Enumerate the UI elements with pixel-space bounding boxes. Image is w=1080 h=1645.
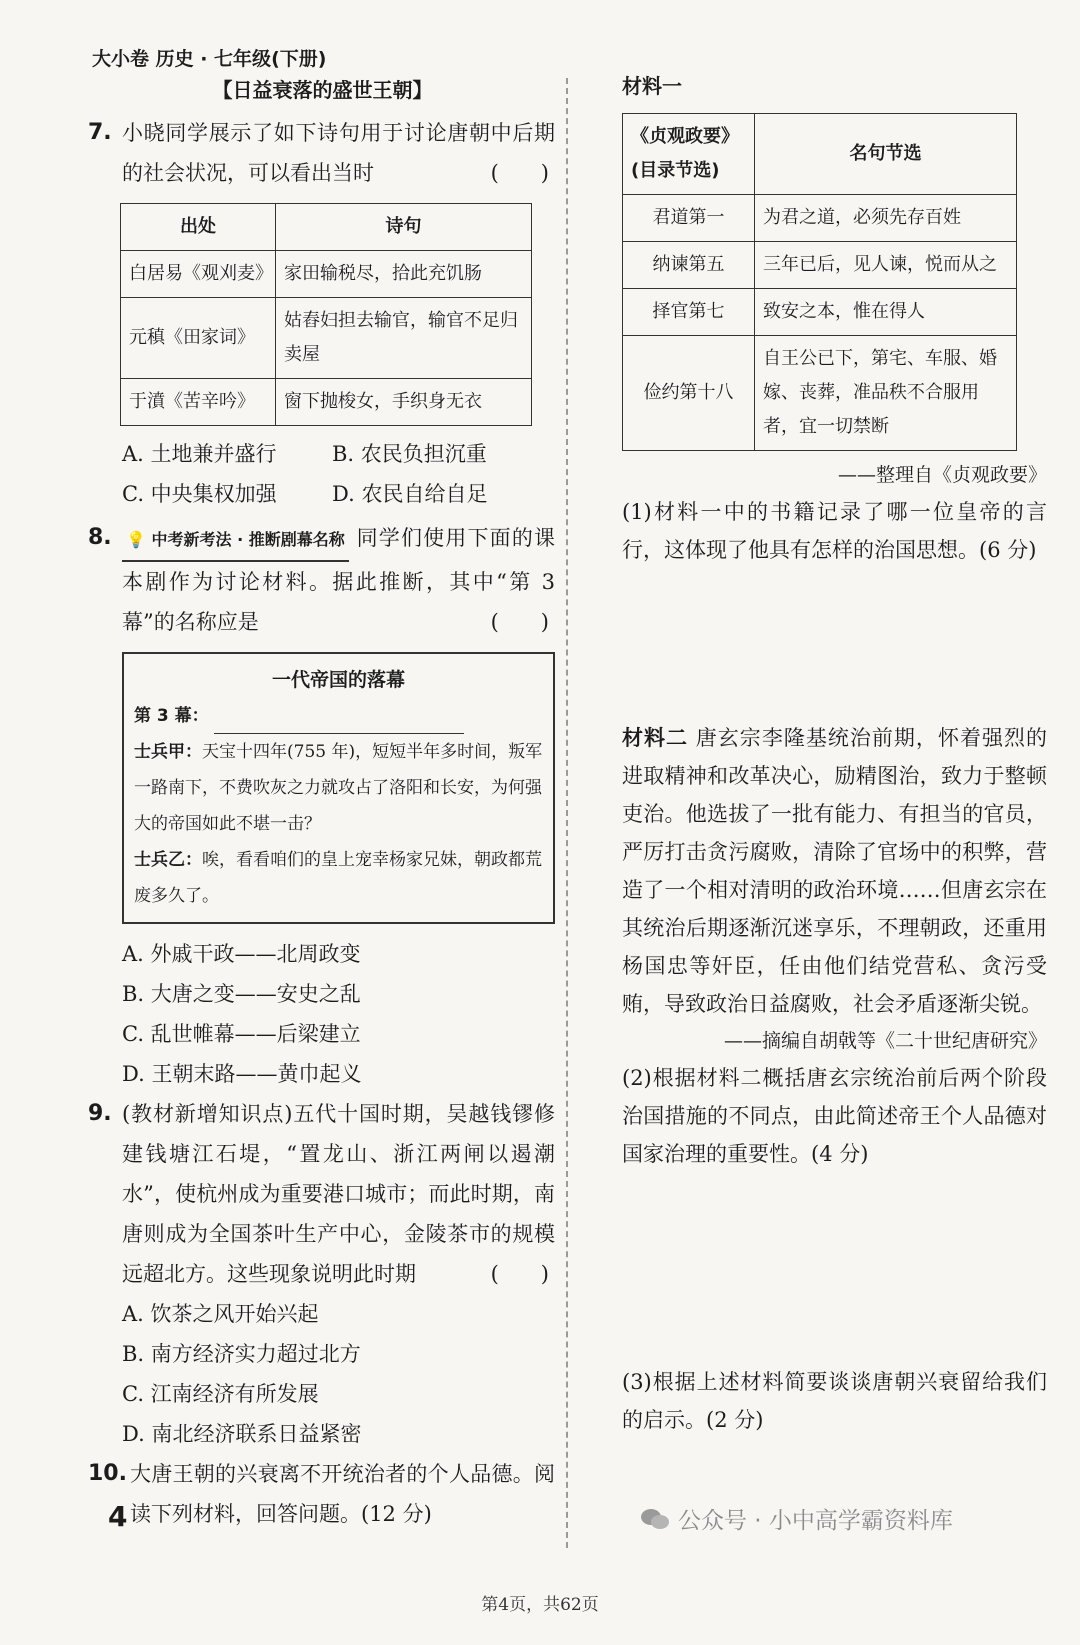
- poem-table: [120, 203, 532, 426]
- table-cell: 窗下抛梭女，手织身无衣: [276, 379, 532, 426]
- option-b[interactable]: B. 南方经济实力超过北方: [122, 1342, 361, 1366]
- option-c[interactable]: C. 江南经济有所发展: [122, 1382, 319, 1406]
- zhenguan-table: [622, 113, 1017, 451]
- section-title: 【日益衰落的盛世王朝】: [212, 78, 433, 102]
- material-2-label: 材料二: [622, 726, 689, 750]
- soldier-b-line: 唉，看看咱们的皇上宠幸杨家兄妹，朝政都荒废多久了。: [134, 850, 542, 906]
- lightbulb-icon: 💡: [126, 530, 146, 549]
- sub-question-2: (2)根据材料二概括唐玄宗统治前后两个阶段治国措施的不同点，由此简述帝王个人品德对国家治理的重要性。(4 分): [622, 1066, 1047, 1166]
- table-cell: 白居易《观刈麦》: [121, 251, 276, 298]
- table-header: 出处: [121, 204, 276, 251]
- table-cell: 姑舂妇担去输官，输官不足归卖屋: [276, 298, 532, 379]
- option-a[interactable]: A. 外戚干政——北周政变: [122, 942, 361, 966]
- material-2-text: 唐玄宗李隆基统治前期，怀着强烈的进取精神和改革决心，励精图治，致力于整顿吏治。他选拔了一批有能力、有担当的官员，严厉打击贪污腐败，清除了官场中的积弊，营造了一个相对清明的政治环境……但唐玄宗在其统治后期逐渐沉迷享乐，不理朝政，还重用杨国忠等奸臣，任由他们结党营私、贪污受贿，导致政治日益腐败，社会矛盾逐渐尖锐。: [622, 726, 1048, 1016]
- answer-parens: ( ): [490, 610, 549, 634]
- box-title: 一代帝国的落幕: [271, 669, 405, 691]
- question-number: 7.: [88, 120, 112, 145]
- right-column: [622, 70, 1047, 1439]
- page-footer: 第4页，共62页: [481, 1595, 599, 1615]
- table-row: [623, 195, 1017, 242]
- table-cell: 自王公已下，第宅、车服、婚嫁、丧葬，准品秩不合服用者，宜一切禁断: [755, 336, 1017, 451]
- table-row: [623, 242, 1017, 289]
- option-c[interactable]: C. 乱世帷幕——后梁建立: [122, 1022, 361, 1046]
- option-d[interactable]: D. 农民自给自足: [332, 482, 488, 506]
- option-d[interactable]: D. 南北经济联系日益紧密: [122, 1422, 362, 1446]
- soldier-a-line: 天宝十四年(755 年)，短短半年多时间，叛军一路南下，不费吹灰之力就攻占了洛阳和长安，为何强大的帝国如此不堪一击？: [134, 742, 543, 834]
- question-text: 五代十国时期，吴越钱镠修建钱塘江石堤，“置龙山、浙江两闸以遏潮水”，使杭州成为重要港口城市；而此时期，南唐则成为全国茶叶生产中心，金陵茶市的规模远超北方。这些现象说明此时期: [122, 1102, 556, 1286]
- option-a[interactable]: A. 土地兼并盛行: [122, 442, 277, 466]
- options: [90, 934, 555, 1094]
- question-text: 小晓同学展示了如下诗句用于讨论唐朝中后期的社会状况，可以看出当时: [122, 121, 555, 185]
- watermark: 公众号 · 小中高学霸资料库: [640, 1502, 953, 1535]
- table-cell: 俭约第十八: [623, 336, 755, 451]
- option-b[interactable]: B. 农民负担沉重: [332, 442, 487, 466]
- question-9: [90, 1094, 555, 1294]
- page-number: 4: [108, 1500, 128, 1533]
- table-cell: 家田输税尽，拾此充饥肠: [276, 251, 532, 298]
- left-column: [90, 74, 555, 1534]
- question-8: [90, 518, 555, 642]
- answer-parens: ( ): [490, 1262, 549, 1286]
- material-2-source: ——摘编自胡戟等《二十世纪唐研究》: [723, 1030, 1047, 1052]
- question-number: 8.: [88, 525, 112, 550]
- act-blank: [214, 712, 464, 734]
- table-header: 诗句: [276, 204, 532, 251]
- table-cell: 纳谏第五: [623, 242, 755, 289]
- wechat-icon: [640, 1507, 670, 1531]
- options: [90, 434, 555, 514]
- option-c[interactable]: C. 中央集权加强: [122, 482, 277, 506]
- table-cell: 致安之本，惟在得人: [755, 289, 1017, 336]
- play-script-box: [122, 652, 555, 924]
- table-cell: 三年已后，见人谏，悦而从之: [755, 242, 1017, 289]
- question-number: 10.: [88, 1461, 127, 1486]
- soldier-b-label: 士兵乙：: [134, 850, 202, 870]
- table-cell: 君道第一: [623, 195, 755, 242]
- answer-parens: ( ): [490, 161, 549, 185]
- sub-question-3: (3)根据上述材料简要谈谈唐朝兴衰留给我们的启示。(2 分): [622, 1370, 1047, 1432]
- table-cell: 元稹《田家词》: [121, 298, 276, 379]
- table-row: [121, 379, 532, 426]
- table-header: 《贞观政要》(目录节选): [623, 114, 755, 195]
- question-10: [90, 1454, 555, 1534]
- material-2: [622, 719, 1047, 1023]
- textbook-tag: (教材新增知识点): [122, 1102, 293, 1126]
- question-text: 同学们使用下面的课本剧作为讨论材料。据此推断，其中“第 3 幕”的名称应是: [122, 526, 555, 634]
- column-divider: [566, 78, 568, 1548]
- table-row: [121, 251, 532, 298]
- table-cell: 择官第七: [623, 289, 755, 336]
- soldier-a-label: 士兵甲：: [134, 742, 202, 762]
- act-label: 第 3 幕：: [134, 706, 209, 726]
- table-cell: 于濆《苦辛吟》: [121, 379, 276, 426]
- table-row: [121, 298, 532, 379]
- table-row: [623, 289, 1017, 336]
- table-row: [623, 336, 1017, 451]
- material-1-label: 材料一: [622, 74, 682, 98]
- sub-question-1: (1)材料一中的书籍记录了哪一位皇帝的言行，这体现了他具有怎样的治国思想。(6 分): [622, 500, 1047, 562]
- question-number: 9.: [88, 1101, 112, 1126]
- question-7: [90, 113, 555, 193]
- book-header: 大小卷 历史 · 七年级(下册): [92, 48, 327, 70]
- question-text: 大唐王朝的兴衰离不开统治者的个人品德。阅读下列材料，回答问题。(12 分): [130, 1462, 555, 1526]
- option-a[interactable]: A. 饮茶之风开始兴起: [122, 1302, 319, 1326]
- table-header: 名句节选: [755, 114, 1017, 195]
- option-d[interactable]: D. 王朝末路——黄巾起义: [122, 1062, 362, 1086]
- table-cell: 为君之道，必须先存百姓: [755, 195, 1017, 242]
- exam-tag: 💡 中考新考法 · 推断剧幕名称: [122, 520, 349, 562]
- material-1-source: ——整理自《贞观政要》: [837, 464, 1047, 486]
- option-b[interactable]: B. 大唐之变——安史之乱: [122, 982, 361, 1006]
- options: [90, 1294, 555, 1454]
